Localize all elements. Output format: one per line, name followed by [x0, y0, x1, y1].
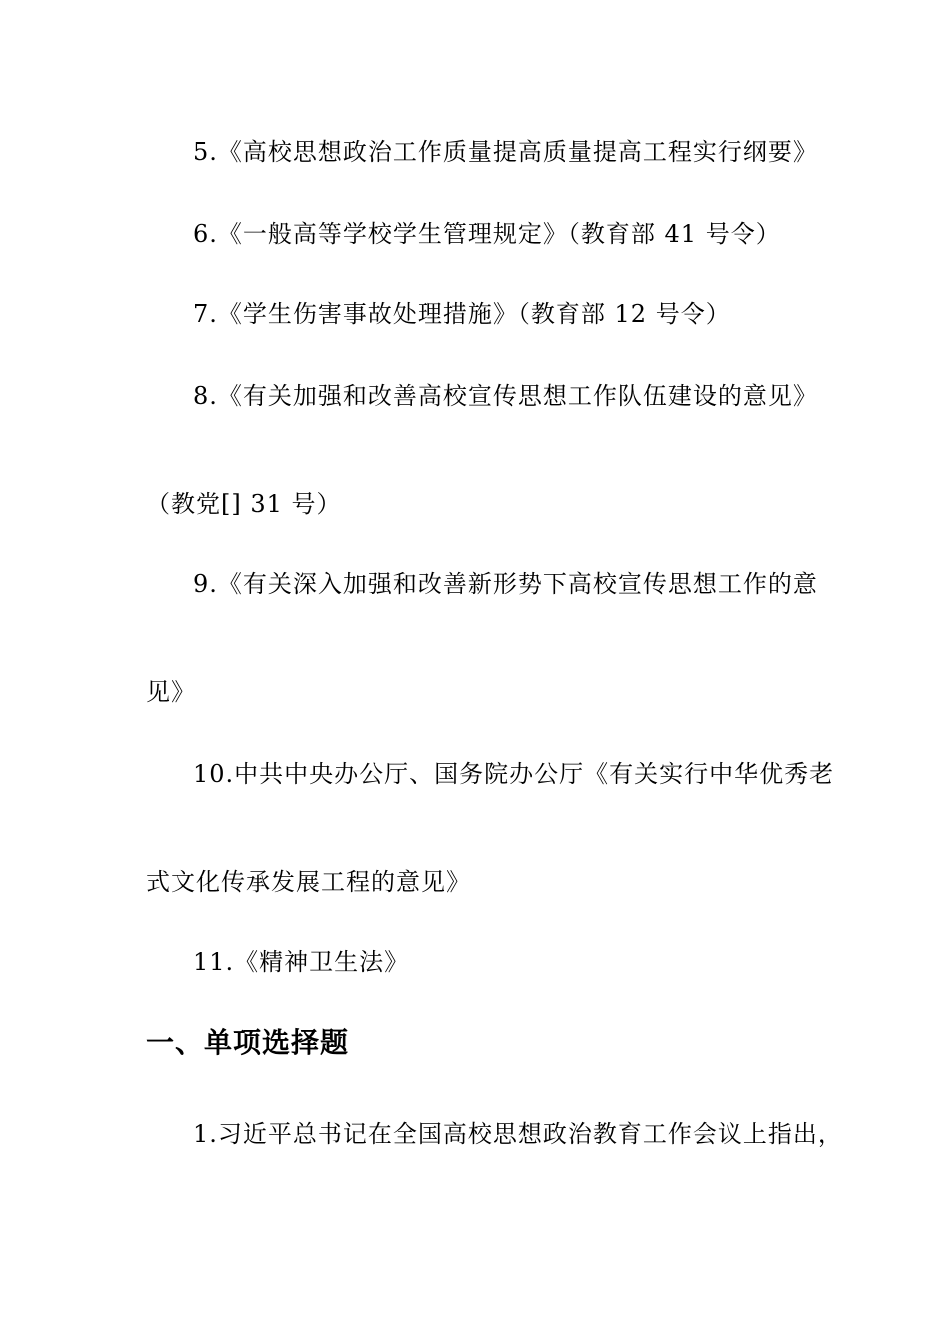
reference-item-10: 10.中共中央办公厅、国务院办公厅《有关实行中华优秀老: [193, 760, 835, 788]
reference-item-5: 5.《高校思想政治工作质量提高质量提高工程实行纲要》: [193, 138, 818, 166]
question-1: 1.习近平总书记在全国高校思想政治教育工作会议上指出，: [193, 1120, 843, 1148]
reference-item-10-continuation: 式文化传承发展工程的意见》: [146, 868, 471, 896]
reference-item-9-continuation: 见》: [146, 678, 196, 706]
reference-item-8: 8.《有关加强和改善高校宣传思想工作队伍建设的意见》: [193, 382, 818, 410]
section-heading: 一、单项选择题: [146, 1026, 350, 1059]
reference-item-6: 6.《一般高等学校学生管理规定》（教育部 41 号令）: [193, 220, 781, 248]
reference-item-7: 7.《学生伤害事故处理措施》（教育部 12 号令）: [193, 300, 731, 328]
reference-item-8-continuation: （教党[] 31 号）: [146, 490, 342, 518]
reference-item-9: 9.《有关深入加强和改善新形势下高校宣传思想工作的意: [193, 570, 818, 598]
reference-item-11: 11.《精神卫生法》: [193, 948, 410, 976]
